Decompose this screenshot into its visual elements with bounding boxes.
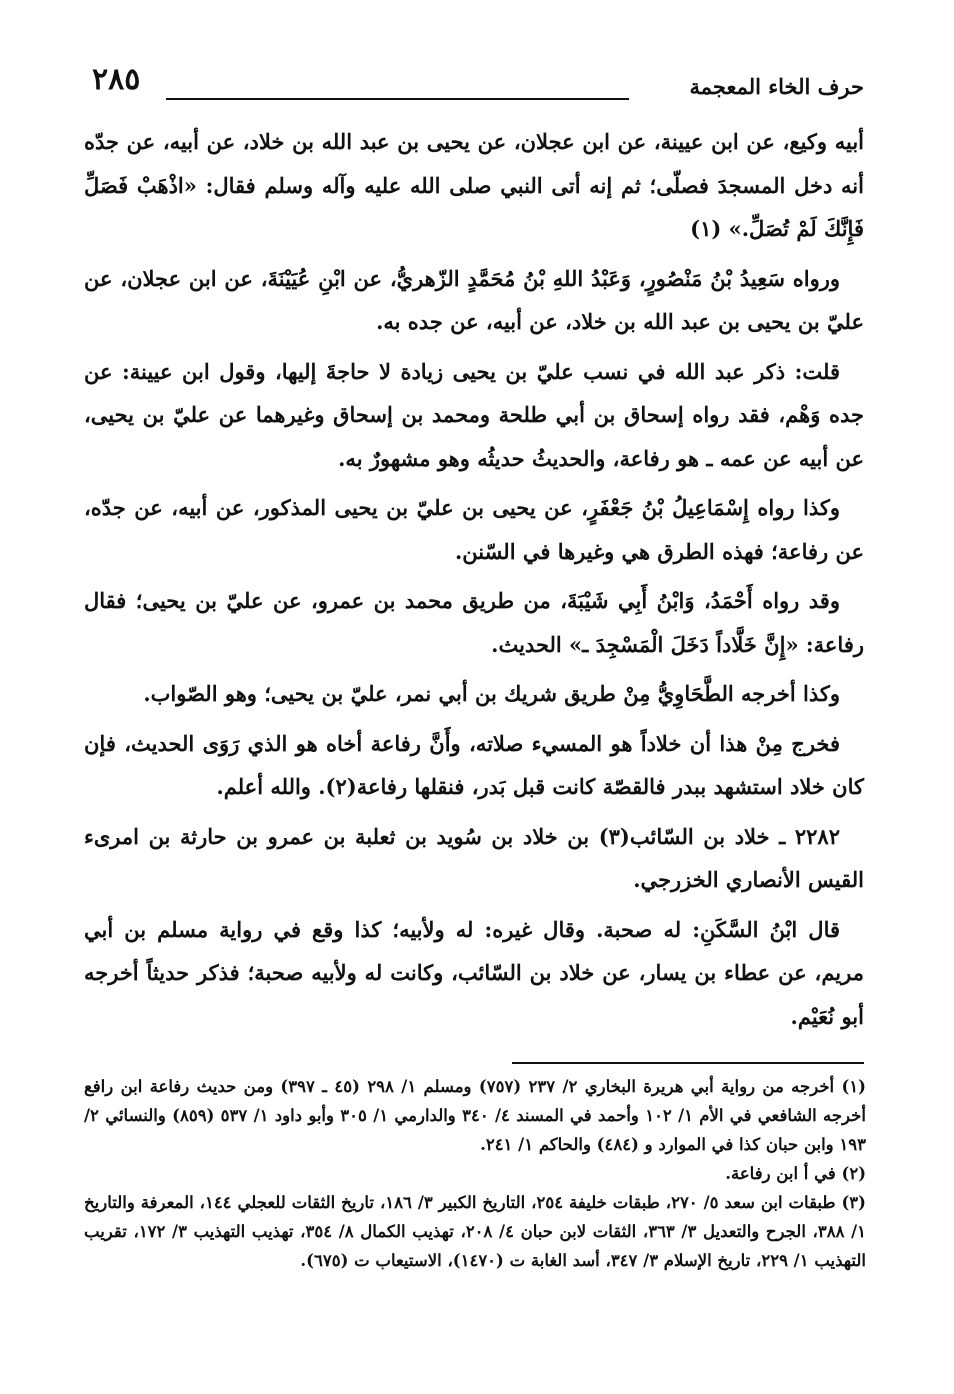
paragraph: قال ابْنُ السَّكَنِ: له صحبة. وقال غيره: له ولأبيه؛ كذا وقع في رواية مسلم بن أبي مريم، عن عطاء بن يسار، عن خلاد بن السّائب، وكانت له ولأبيه صحبة؛ فذكر حديثاً أخرجه أبو نُعَيْم. [84, 916, 864, 1029]
paragraph: وقد رواه أَحْمَدُ، وَابْنُ أَبِي شَيْبَةَ، من طريق محمد بن عمرو، عن عليّ بن يحيى؛ فقال رفاعة: «إِنَّ خَلَّاداً دَخَلَ الْمَسْجِدَ ـ» الحديث. [84, 588, 864, 657]
footnote: (٢) في أ ابن رفاعة. [725, 1164, 866, 1183]
footnote-rule [512, 1062, 864, 1064]
paragraph: ورواه سَعِيدُ بْنُ مَنْصُورٍ، وَعَبْدُ اللهِ بْنُ مُحَمَّدٍ الزّهريُّ، عن ابْنِ عُيَيْنَةَ، عن ابن عجلان، عن عليّ بن يحيى بن عبد الله بن خلاد، عن أبيه، عن جده به. [84, 265, 864, 334]
page-header [86, 62, 864, 112]
paragraph: قلت: ذكر عبد الله في نسب عليّ بن يحيى زيادة لا حاجةَ إليها، وقول ابن عيينة: عن جده وَهْم، فقد رواه إسحاق بن أبي طلحة ومحمد بن إسحاق وغيرهما عن عليّ بن يحيى، عن أبيه عن عمه ـ هو رفاعة، والحديثُ حديثُه وهو مشهورٌ به. [84, 358, 864, 471]
page-number: ٢٨٥ [92, 62, 141, 97]
entry-heading-paragraph: ٢٢٨٢ ـ خلاد بن السّائب(٣) بن خلاد بن سُويد بن ثعلبة بن عمرو بن حارثة بن امرىء القيس الأنصاري الخزرجي. [84, 823, 864, 892]
paragraph: وكذا رواه إِسْمَاعِيلُ بْنُ جَعْفَرٍ، عن يحيى بن عليّ بن يحيى المذكور، عن أبيه، عن جدّه، عن رفاعة؛ فهذه الطرق هي وغيرها في السّنن. [84, 495, 864, 564]
header-rule [166, 98, 629, 100]
paragraph: فخرج مِنْ هذا أن خلاداً هو المسيء صلاته، وأَنَّ رفاعة أخاه هو الذي رَوَى الحديث، فإن كان خلاد استشهد ببدر فالقصّة كانت قبل بَدر، فنقلها رفاعة(٢). والله أعلم. [84, 730, 864, 799]
running-title: حرف الخاء المعجمة [689, 74, 864, 99]
paragraph: وكذا أخرجه الطَّحَاوِيُّ مِنْ طريق شريك بن أبي نمر، عليّ بن يحيى؛ وهو الصّواب. [143, 681, 840, 706]
paragraph: أبيه وكيع، عن ابن عيينة، عن ابن عجلان، عن يحيى بن عبد الله بن خلاد، عن أبيه، عن جدّه أنه دخل المسجدَ فصلّى؛ ثم إنه أتى النبي صلى الله عليه وآله وسلم فقال: «اذْهَبْ فَصَلِّ فَإِنَّكَ لَمْ تُصَلِّ.» (١) [84, 129, 864, 241]
footnote: (١) أخرجه من رواية أبي هريرة البخاري ٢/ ٢٣٧ (٧٥٧) ومسلم ١/ ٢٩٨ (٤٥ ـ ٣٩٧) ومن حديث رفاعة ابن رافع أخرجه الشافعي في الأم ١/ ١٠٢ وأحمد في المسند ٤/ ٣٤٠ والدارمي ١/ ٣٠٥ وأبو داود ١/ ٥٣٧ (٨٥٩) والنسائي ٢/ ١٩٣ وابن حبان كذا في الموارد و (٤٨٤) والحاكم ١/ ٢٤١. [84, 1077, 866, 1154]
footnotes [84, 1072, 866, 1275]
footnote: (٣) طبقات ابن سعد ٥/ ٢٧٠، طبقات خليفة ٢٥٤، التاريخ الكبير ٣/ ١٨٦، تاريخ الثقات للعجلي ١٤٤، المعرفة والتاريخ ١/ ٣٨٨، الجرح والتعديل ٣/ ٣٦٣، الثقات لابن حبان ٤/ ٢٠٨، تهذيب الكمال ٨/ ٣٥٤، تهذيب التهذيب ٣/ ١٧٢، تقريب التهذيب ١/ ٢٢٩، تاريخ الإسلام ٣/ ٣٤٧، أسد الغابة ت (١٤٧٠)، الاستيعاب ت (٦٧٥). [84, 1193, 866, 1270]
main-text [84, 120, 864, 1044]
